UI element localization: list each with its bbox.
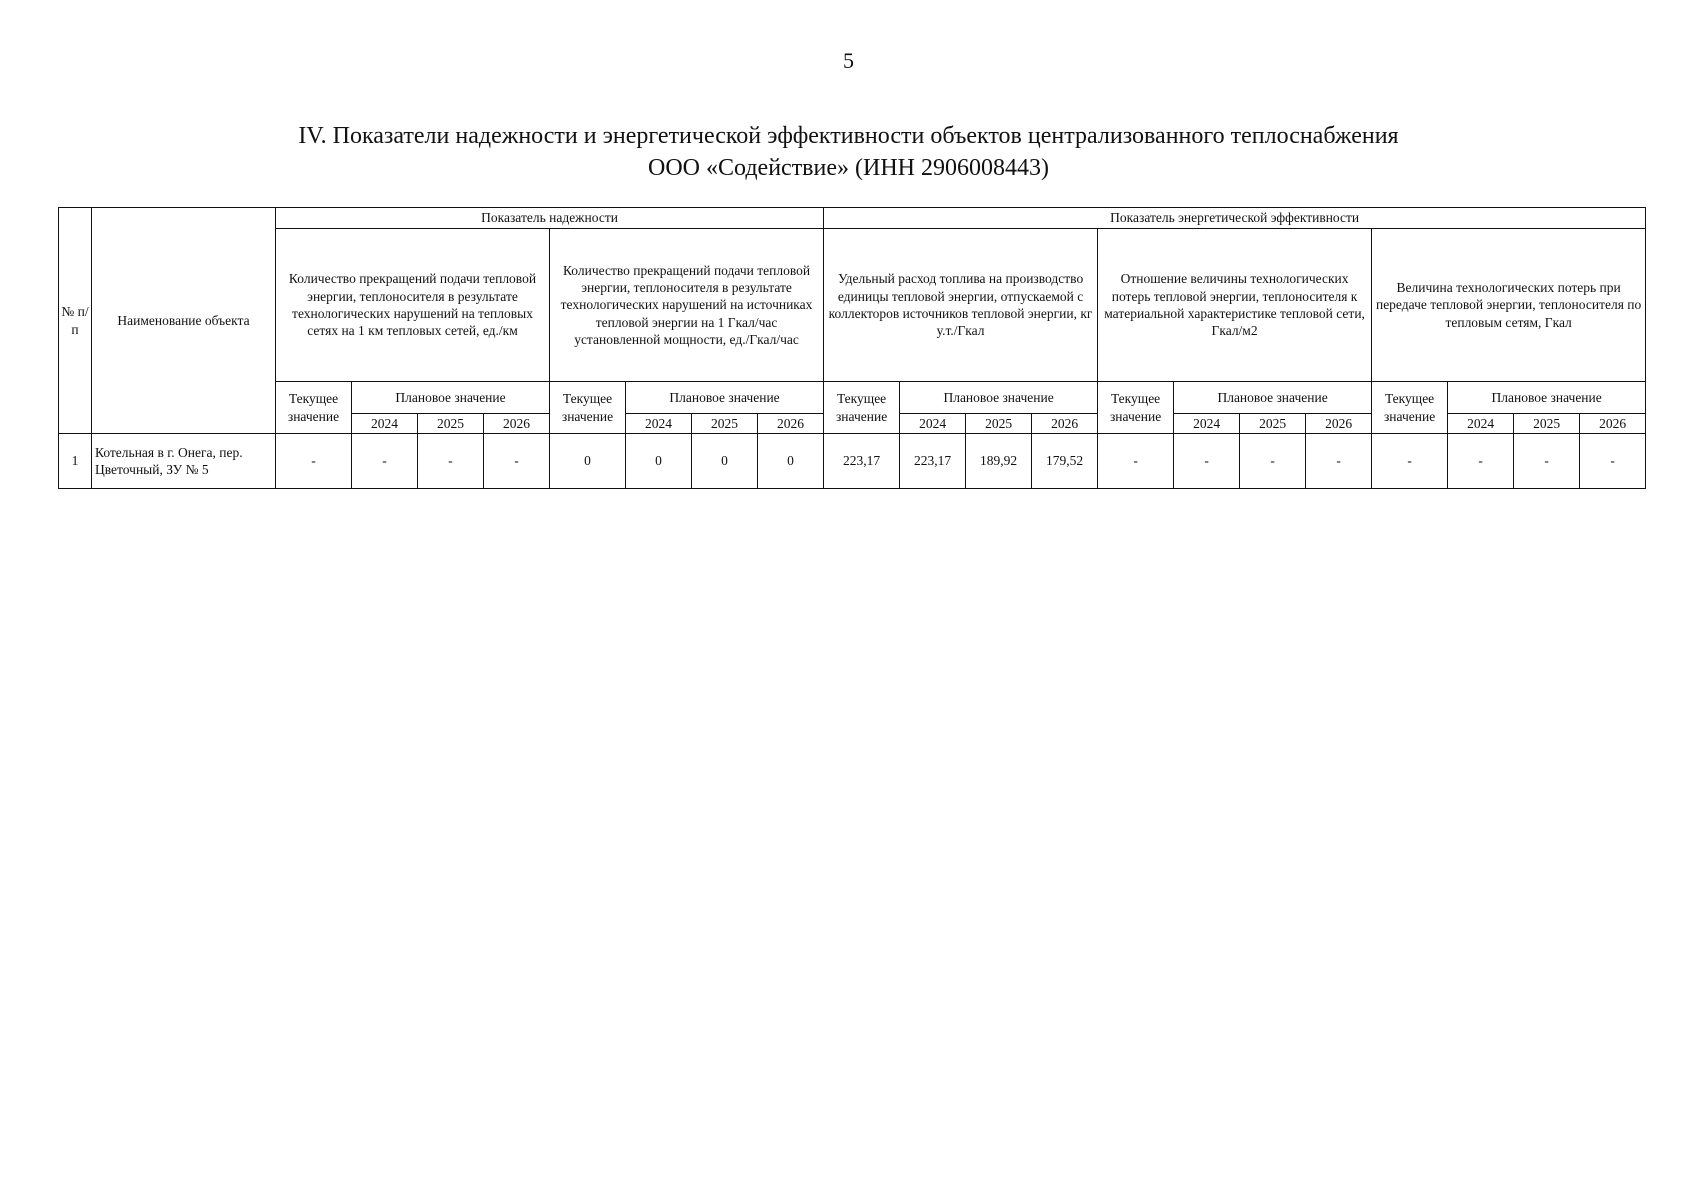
table-cell: - [1174,434,1240,489]
header-object-name: Наименование объекта [92,208,276,434]
page-number: 5 [843,48,854,73]
table-cell: - [352,434,418,489]
table-row [59,434,1646,489]
table-cell: 0 [626,434,692,489]
year-header: 2025 [692,414,758,434]
header-reliability-group: Показатель надежности [276,208,824,229]
indicator-header: Количество прекращений подачи тепловой энергии, теплоносителя в результате технологических нарушений на тепловых сетях на 1 км тепловых сетей, ед./км [276,229,550,382]
indicator-header: Отношение величины технологических потерь тепловой энергии, теплоносителя к материальной характеристике тепловой сети, Гкал/м2 [1098,229,1372,382]
table-cell: - [276,434,352,489]
row-number: 1 [59,434,92,489]
plan-value-header: Плановое значение [900,382,1098,414]
table-cell: 179,52 [1032,434,1098,489]
table-cell: - [1448,434,1514,489]
year-header: 2025 [418,414,484,434]
current-value-header: Текущее значение [550,382,626,434]
year-header: 2026 [1306,414,1372,434]
indicator-header: Величина технологических потерь при передаче тепловой энергии, теплоносителя по тепловым сетям, Гкал [1372,229,1646,382]
header-efficiency-group: Показатель энергетической эффективности [824,208,1646,229]
year-header: 2025 [966,414,1032,434]
table-cell: - [1306,434,1372,489]
table-cell: 0 [758,434,824,489]
table-cell: - [1372,434,1448,489]
header-number: № п/п [59,208,92,434]
year-header: 2024 [1174,414,1240,434]
year-header: 2025 [1240,414,1306,434]
current-value-header: Текущее значение [1098,382,1174,434]
plan-value-header: Плановое значение [1174,382,1372,414]
document-title [0,120,1697,184]
indicator-header: Удельный расход топлива на производство единицы тепловой энергии, отпускаемой с коллекторов источников тепловой энергии, кг у.т./Гкал [824,229,1098,382]
plan-value-header: Плановое значение [1448,382,1646,414]
table-cell: - [1580,434,1646,489]
table-cell: 0 [692,434,758,489]
plan-value-header: Плановое значение [626,382,824,414]
year-header: 2026 [1580,414,1646,434]
indicator-header: Количество прекращений подачи тепловой энергии, теплоносителя в результате технологических нарушений на источниках тепловой энергии на 1 Гкал/час установленной мощности, ед./Гкал/час [550,229,824,382]
current-value-header: Текущее значение [1372,382,1448,434]
table-cell: 0 [550,434,626,489]
table-cell: - [418,434,484,489]
year-header: 2024 [900,414,966,434]
table-cell: - [1098,434,1174,489]
object-name: Котельная в г. Онега, пер. Цветочный, ЗУ № 5 [92,434,276,489]
table-cell: - [1514,434,1580,489]
table-cell: 223,17 [900,434,966,489]
year-header: 2025 [1514,414,1580,434]
current-value-header: Текущее значение [276,382,352,434]
table-cell: 223,17 [824,434,900,489]
year-header: 2026 [484,414,550,434]
table-cell: - [484,434,550,489]
year-header: 2024 [352,414,418,434]
current-value-header: Текущее значение [824,382,900,434]
title-line-2: ООО «Содействие» (ИНН 2906008443) [648,155,1049,181]
table-cell: - [1240,434,1306,489]
indicators-table [58,207,1646,489]
title-line-1: IV. Показатели надежности и энергетической эффективности объектов централизованного теплоснабжения [298,123,1399,149]
year-header: 2026 [1032,414,1098,434]
year-header: 2026 [758,414,824,434]
year-header: 2024 [1448,414,1514,434]
table-cell: 189,92 [966,434,1032,489]
year-header: 2024 [626,414,692,434]
plan-value-header: Плановое значение [352,382,550,414]
